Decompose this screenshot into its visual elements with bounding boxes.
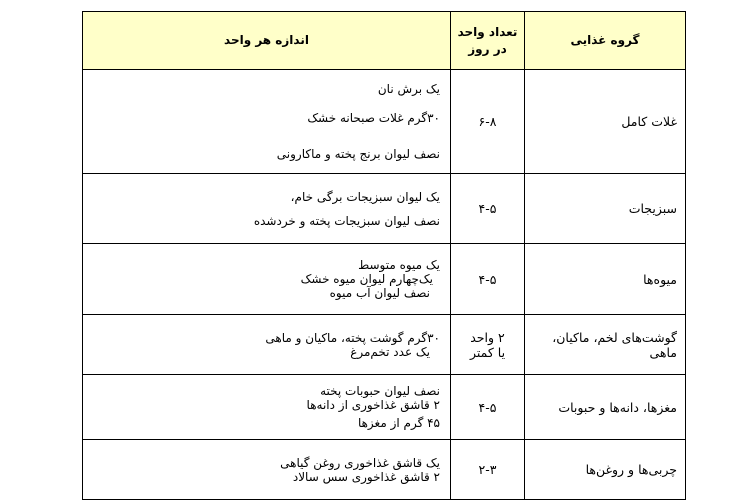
size-line: ۳۰گرم گوشت پخته، ماکیان و ماهی <box>265 330 440 345</box>
table-row <box>83 70 686 174</box>
units-line: یا کمتر <box>469 344 506 360</box>
cell-unit-size <box>83 244 451 315</box>
cell-food-group: مغزها، دانه‌ها و حبوبات <box>525 375 686 440</box>
cell-food-group: گوشت‌های لخم، ماکیان، ماهی <box>525 315 686 375</box>
cell-food-group: سبزیجات <box>525 174 686 244</box>
table-row <box>83 375 686 440</box>
cell-food-group: چربی‌ها و روغن‌ها <box>525 440 686 500</box>
size-line: ۲ قاشق غذاخوری از دانه‌ها <box>306 398 440 412</box>
size-line: ۳۰گرم غلات صبحانه خشک <box>307 110 440 125</box>
table-row <box>83 174 686 244</box>
cell-unit-size <box>83 315 451 375</box>
size-line: ۴۵ گرم از مغزها <box>357 416 440 430</box>
size-line: یک عدد تخم‌مرغ <box>350 344 430 359</box>
food-groups-table-container <box>82 11 685 500</box>
cell-units-per-day: ۴-۵ <box>451 174 525 244</box>
units-line: ۲ واحد <box>470 329 505 345</box>
size-line: نصف لیوان آب میوه <box>329 286 430 300</box>
size-line: یک برش نان <box>377 81 440 96</box>
table-row <box>83 244 686 315</box>
size-line: یک‌چهارم لیوان میوه خشک <box>300 272 433 286</box>
size-line: نصف لیوان سبزیجات پخته و خردشده <box>253 213 440 228</box>
size-line: ۲ قاشق غذاخوری سس سالاد <box>292 469 440 484</box>
header-units-line1: تعداد واحد <box>457 24 518 39</box>
cell-units-per-day: ۶-۸ <box>451 70 525 174</box>
cell-units-per-day: ۴-۵ <box>451 244 525 315</box>
header-unit-size: اندازه هر واحد <box>83 12 451 70</box>
cell-food-group: میوه‌ها <box>525 244 686 315</box>
cell-unit-size <box>83 440 451 500</box>
size-line: یک قاشق غذاخوری روغن گیاهی <box>280 455 440 470</box>
header-food-group: گروه غذایی <box>525 12 686 70</box>
table-row <box>83 440 686 500</box>
size-line: یک میوه متوسط <box>358 258 440 272</box>
cell-unit-size <box>83 174 451 244</box>
size-line: یک لیوان سبزیجات برگی خام، <box>290 189 440 204</box>
size-line: نصف لیوان حبوبات پخته <box>320 384 440 398</box>
cell-units-per-day: ۴-۵ <box>451 375 525 440</box>
cell-units-per-day <box>451 315 525 375</box>
cell-unit-size <box>83 70 451 174</box>
header-row <box>83 12 686 70</box>
table-row <box>83 315 686 375</box>
header-units-per-day <box>451 12 525 70</box>
food-groups-table <box>82 11 686 500</box>
cell-unit-size <box>83 375 451 440</box>
size-line: نصف لیوان برنج پخته و ماکارونی <box>276 146 440 161</box>
cell-food-group: غلات کامل <box>525 70 686 174</box>
header-units-line2: در روز <box>468 41 507 56</box>
cell-units-per-day: ۲-۳ <box>451 440 525 500</box>
